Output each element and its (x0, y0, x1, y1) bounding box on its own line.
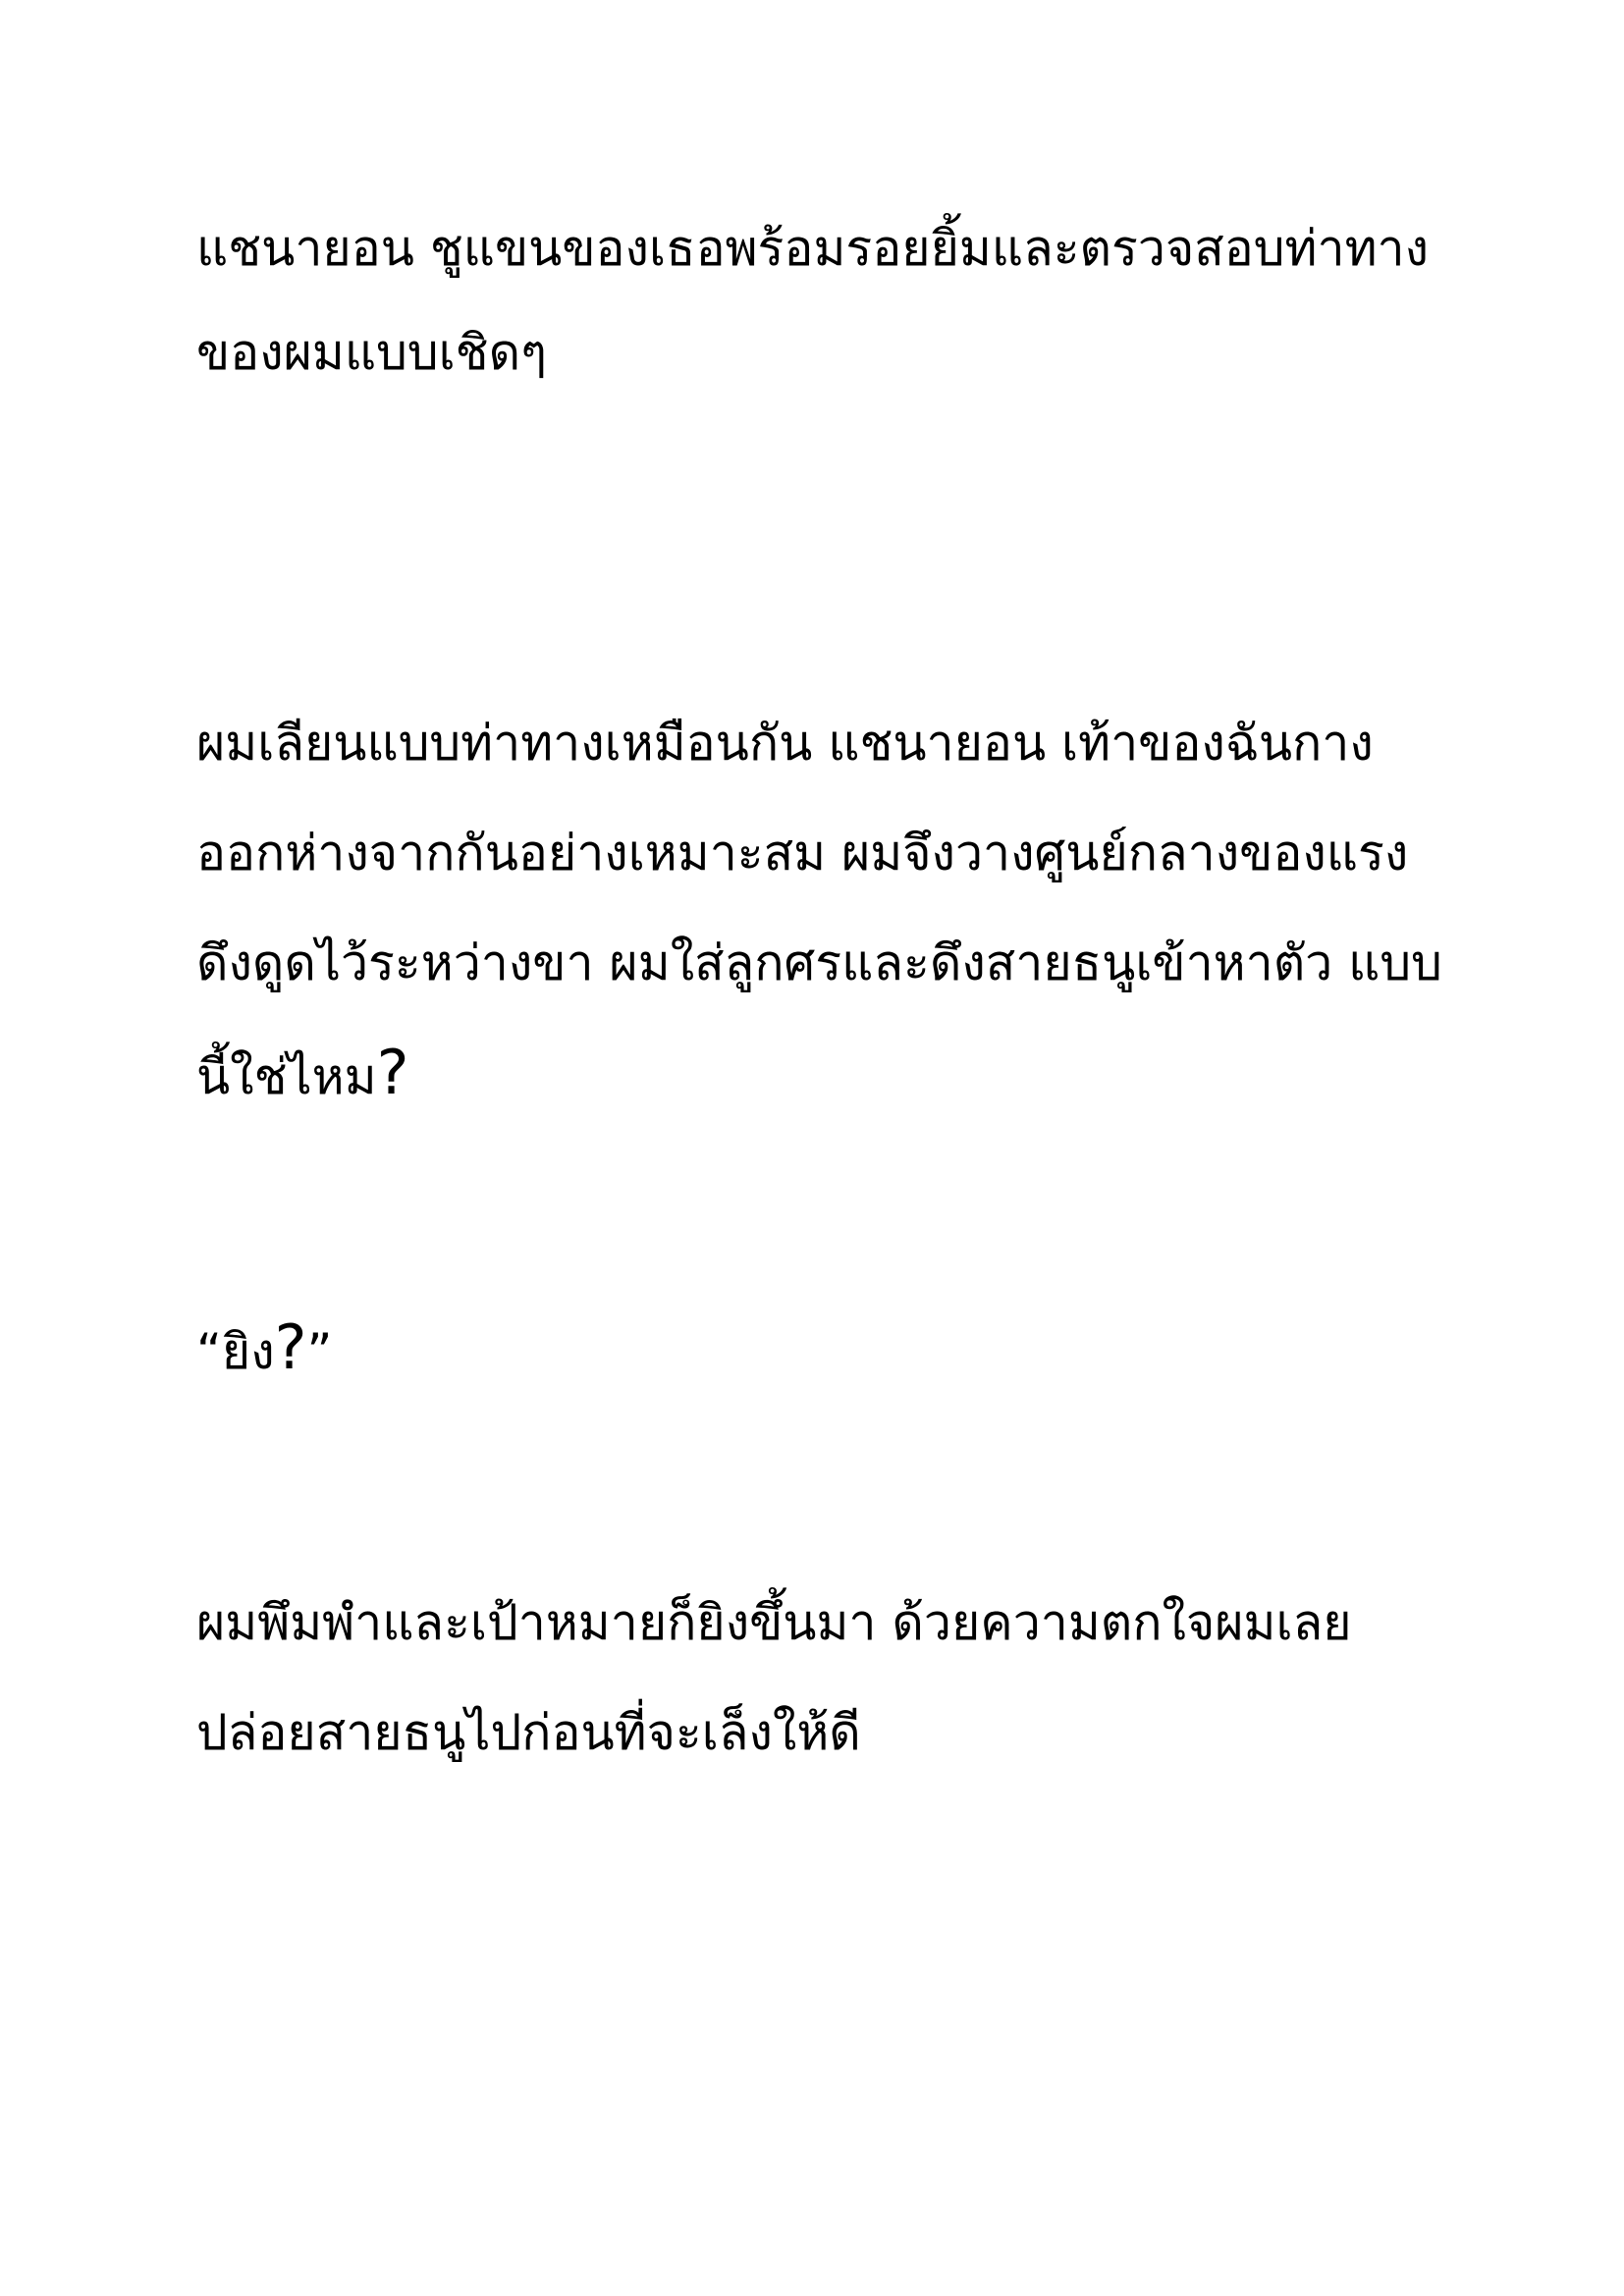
paragraph-2-line-4 (196, 1037, 409, 1109)
paragraph-1-line-1: แชนายอน ชูแขนของเธอพร้อมรอยยิ้มและตรวจสอบท่าทาง (196, 220, 1430, 277)
paragraph-3-line-1: ผมพึมพำและเป้าหมายก็ยิงขึ้นมา ด้วยความตกใจผมเลย (196, 1594, 1352, 1651)
paragraph-2-line-1: ผมเลียนแบบท่าทางเหมือนกัน แชนายอน เท้าของฉันกาง (196, 715, 1374, 772)
dialogue-text: “ยิง (196, 1323, 275, 1380)
paragraph-2-line-2: ออกห่างจากกันอย่างเหมาะสม ผมจึงวางศูนย์กลางของแรง (196, 825, 1409, 881)
paragraph-3-line-2: ปล่อยสายธนูไปก่อนที่จะเล็งให้ดี (196, 1704, 861, 1761)
dialogue-question-mark: ? (274, 1311, 307, 1383)
question-mark: ? (376, 1037, 409, 1108)
paragraph-2-line-3: ดึงดูดไว้ระหว่างขา ผมใส่ลูกศรและดึงสายธนูเข้าหาตัว แบบ (196, 934, 1442, 991)
dialogue-close-quote: ” (306, 1323, 333, 1380)
paragraph-2-line-4-text: นี้ใช่ไหม (196, 1048, 377, 1105)
dialogue-line (196, 1311, 333, 1384)
paragraph-1-line-2: ของผมแบบเชิดๆ (196, 324, 547, 381)
